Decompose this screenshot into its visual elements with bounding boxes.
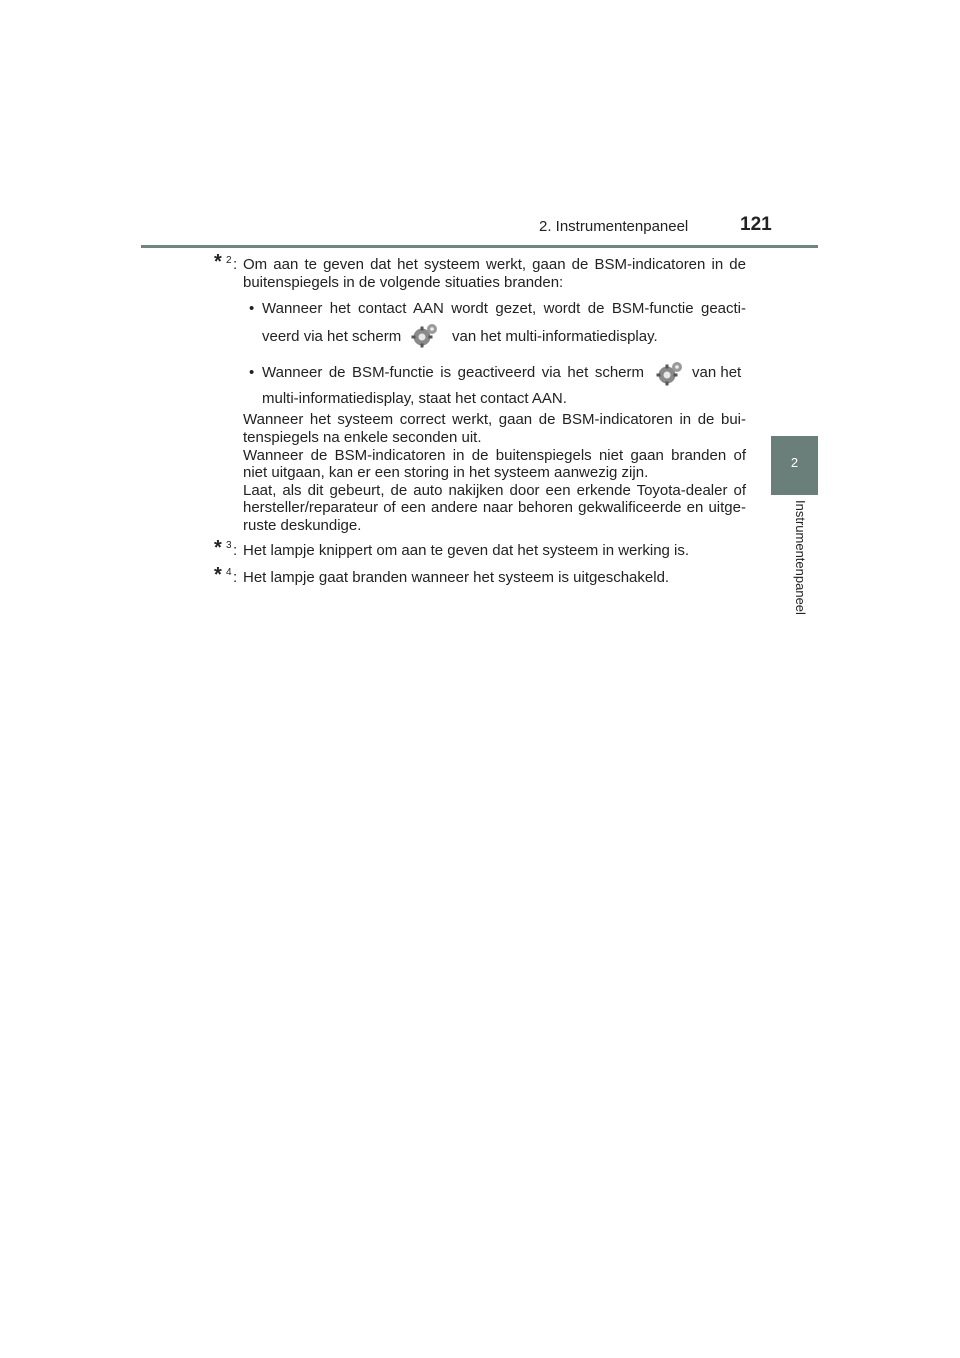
page-number: 121	[740, 214, 772, 235]
chapter-tab	[771, 436, 818, 495]
section-title: 2. Instrumentenpaneel	[539, 218, 689, 235]
footnote-text: Het lampje knippert om aan te geven dat het systeem in werking is.	[243, 542, 690, 559]
paragraph-line: niet uitgaan, kan er een storing in het systeem aanwezig zijn.	[243, 464, 649, 481]
paragraph-line: hersteller/reparateur of een andere naar behoren gekwalificeerde en uitge-	[243, 499, 746, 516]
paragraph-line: ruste deskundige.	[243, 517, 362, 534]
bullet-dot: •	[249, 364, 255, 381]
bullet-line: Wanneer het contact AAN wordt gezet, wordt de BSM-functie geacti-	[262, 300, 746, 317]
bullet-line: van het multi-informatiedisplay.	[452, 328, 658, 345]
bullet-line: Wanneer de BSM-functie is geactiveerd via het scherm	[262, 364, 644, 381]
settings-gear-icon	[656, 360, 684, 386]
chapter-tab-label: Instrumentenpaneel	[793, 500, 808, 615]
header-divider	[141, 245, 818, 248]
footnote-marker: *	[214, 251, 222, 273]
bullet-line: van het	[692, 364, 742, 381]
footnote-marker: *	[214, 564, 222, 586]
footnote-text: Het lampje gaat branden wanneer het systeem is uitgeschakeld.	[243, 569, 670, 586]
paragraph-line: Wanneer het systeem correct werkt, gaan de BSM-indicatoren in de bui-	[243, 411, 746, 428]
bullet-dot: •	[249, 300, 255, 317]
paragraph-line: Wanneer de BSM-indicatoren in de buitenspiegels niet gaan branden of	[243, 447, 746, 464]
bullet-line: multi-informatiedisplay, staat het contact AAN.	[262, 390, 567, 407]
footnote-colon: :	[233, 256, 238, 273]
paragraph-line: Laat, als dit gebeurt, de auto nakijken door een erkende Toyota-dealer of	[243, 482, 746, 499]
chapter-tab-number: 2	[790, 455, 799, 470]
footnote-number: 2	[226, 255, 232, 266]
paragraph-line: tenspiegels na enkele seconden uit.	[243, 429, 482, 446]
footnote-colon: :	[233, 542, 238, 559]
bullet-line: veerd via het scherm	[262, 328, 402, 345]
footnote-number: 3	[226, 540, 232, 551]
footnote-line: Om aan te geven dat het systeem werkt, gaan de BSM-indicatoren in de	[243, 256, 746, 273]
footnote-marker: *	[214, 537, 222, 559]
footnote-number: 4	[226, 567, 232, 578]
settings-gear-icon	[411, 322, 439, 348]
footnote-colon: :	[233, 569, 238, 586]
footnote-line: buitenspiegels in de volgende situaties branden:	[243, 274, 564, 291]
